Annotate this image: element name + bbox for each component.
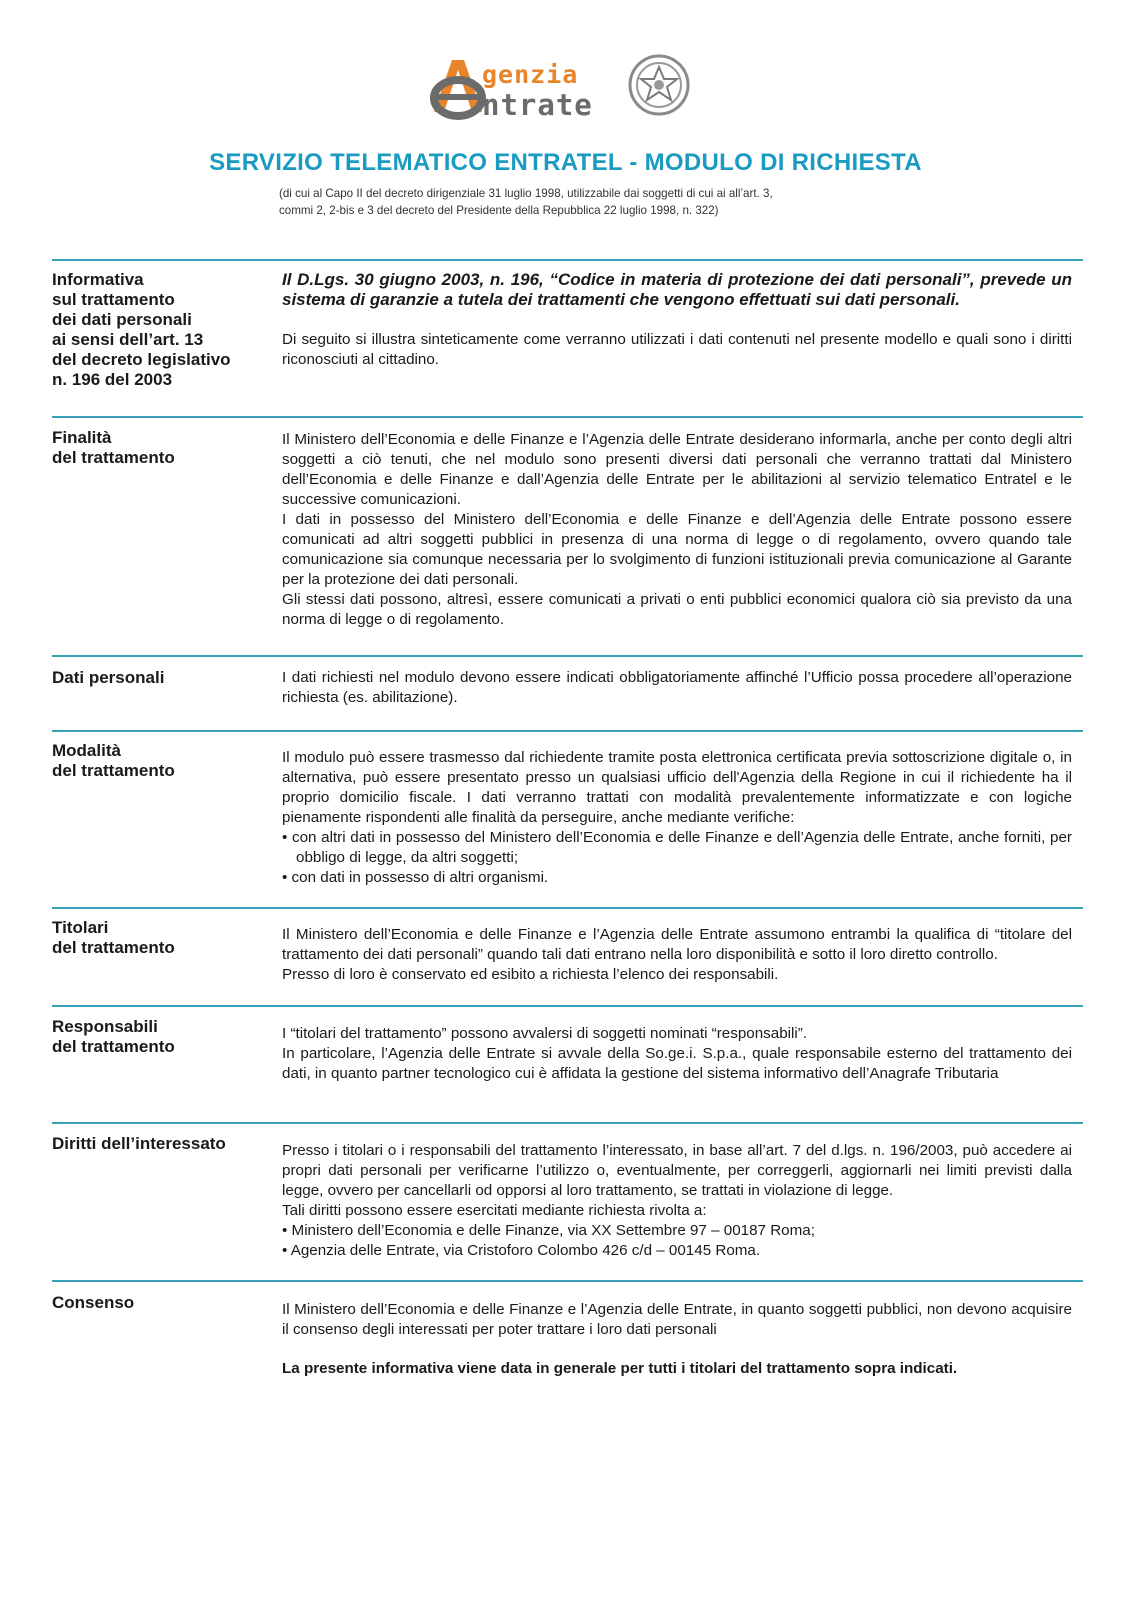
informativa-lead: Il D.Lgs. 30 giugno 2003, n. 196, “Codice in materia di protezione dei dati personali”, prevede un sistema di garanzie a tutela dei trattamenti che vengono effettuati sui dati personali. <box>282 270 1072 309</box>
label-line: Informativa <box>52 270 144 289</box>
section-label-finalita <box>52 428 252 468</box>
label-line: n. 196 del 2003 <box>52 370 173 389</box>
agenzia-entrate-logo <box>430 52 690 130</box>
label-line: Titolari <box>52 918 109 937</box>
consenso-note: La presente informativa viene data in generale per tutti i titolari del trattamento sopra indicati. <box>282 1360 958 1377</box>
label-line: ai sensi dell’art. 13 <box>52 330 204 349</box>
label-line: del trattamento <box>52 938 175 957</box>
titolari-paragraph-1: Il Ministero dell’Economia e delle Finanze e l’Agenzia delle Entrate assumono entrambi la qualifica di “titolare del trattamento dei dati personali” quando tali dati entrano nella loro disponibilità e sotto il loro diretto controllo. <box>282 926 1072 963</box>
responsabili-paragraph-2: In particolare, l’Agenzia delle Entrate si avvale della So.ge.i. S.p.a., quale responsabile esterno del trattamento dei dati, in quanto partner tecnologico cui è affidata la gestione del sistema informativo dell’Anagrafe Tributaria <box>282 1045 1072 1082</box>
finalita-paragraph-3: Gli stessi dati possono, altresì, essere comunicati a privati o enti pubblici economici qualora ciò sia previsto da una norma di legge o di regolamento. <box>282 591 1072 628</box>
label-line: del decreto legislativo <box>52 350 231 369</box>
modalita-paragraph: Il modulo può essere trasmesso dal richiedente tramite posta elettronica certificata previa sottoscrizione digitale o, in alternativa, può essere presentato presso un qualsiasi ufficio dell'Agenzia della Regione in cui il richiedente ha il proprio domicilio fiscale. I dati verranno trattati con modalità prevalentemente informatizzate e con logiche pienamente rispondenti alle finalità da perseguire, anche mediante verifiche: <box>282 749 1072 826</box>
finalita-paragraph-2: I dati in possesso del Ministero dell’Economia e delle Finanze e dell’Agenzia delle Entrate possono essere comunicati ad altri soggetti pubblici in presenza di una norma di legge o di regolamento, ovvero quando tale comunicazione sia comunque necessaria per lo svolgimento di funzioni istituzionali previa comunicazione al Garante per la protezione dei dati personali. <box>282 511 1072 588</box>
section-body-responsabili <box>282 1024 1072 1084</box>
titolari-paragraph-2: Presso di loro è conservato ed esibito a richiesta l’elenco dei responsabili. <box>282 966 779 983</box>
consenso-paragraph: Il Ministero dell’Economia e delle Finanze e l’Agenzia delle Entrate, in quanto soggetti pubblici, non devono acquisire il consenso degli interessati per poter trattare i loro dati personali <box>282 1301 1072 1338</box>
modalita-bullet-1: • con altri dati in possesso del Ministero dell’Economia e delle Finanze e dell’Agenzia delle Entrate, anche forniti, per obbligo di legge, da altri soggetti; <box>282 829 1072 866</box>
diritti-bullet-2: • Agenzia delle Entrate, via Cristoforo Colombo 426 c/d – 00145 Roma. <box>282 1242 761 1259</box>
diritti-paragraph-2: Tali diritti possono essere esercitati mediante richiesta rivolta a: <box>282 1202 707 1219</box>
diritti-bullet-1: • Ministero dell’Economia e delle Finanze, via XX Settembre 97 – 00187 Roma; <box>282 1222 815 1239</box>
finalita-paragraph-1: Il Ministero dell’Economia e delle Finanze e l’Agenzia delle Entrate desiderano informarla, anche per conto degli altri soggetti a ciò tenuti, che nel modulo sono presenti diversi dati personali che verranno trattati dal Ministero dell’Economia e delle Finanze e dall’Agenzia delle Entrate per le abilitazioni al servizio telematico Entratel e le successive comunicazioni. <box>282 431 1072 508</box>
section-body-dati <box>282 668 1072 708</box>
responsabili-paragraph-1: I “titolari del trattamento” possono avvalersi di soggetti nominati “responsabili”. <box>282 1025 808 1042</box>
label-line: Responsabili <box>52 1017 158 1036</box>
page-title: SERVIZIO TELEMATICO ENTRATEL - MODULO DI RICHIESTA <box>209 149 922 176</box>
label-line: del trattamento <box>52 761 175 780</box>
label-line: Dati personali <box>52 668 165 687</box>
label-line: Modalità <box>52 741 121 760</box>
dati-text: I dati richiesti nel modulo devono essere indicati obbligatoriamente affinché l’Ufficio possa procedere all’operazione richiesta (es. abilitazione). <box>282 669 1072 706</box>
section-label-modalita <box>52 741 252 781</box>
label-line: sul trattamento <box>52 290 175 309</box>
section-body-modalita <box>282 748 1072 888</box>
section-body-consenso <box>282 1300 1072 1379</box>
section-label-informativa <box>52 270 252 390</box>
modalita-bullet-2: • con dati in possesso di altri organismi. <box>282 869 549 886</box>
section-body-informativa <box>282 270 1072 370</box>
informativa-text: Di seguito si illustra sinteticamente come verranno utilizzati i dati contenuti nel presente modello e quali sono i diritti riconosciuti al cittadino. <box>282 331 1072 368</box>
section-divider <box>52 1005 1083 1007</box>
section-label-responsabili <box>52 1017 252 1057</box>
logo-line-1: genzia <box>482 60 579 89</box>
section-divider <box>52 1280 1083 1282</box>
section-label-dati <box>52 668 252 688</box>
subtitle-line-1: (di cui al Capo II del decreto dirigenziale 31 luglio 1998, utilizzabile dai soggetti di cui ai all’art. 3, <box>279 187 773 200</box>
section-divider <box>52 259 1083 261</box>
label-line: del trattamento <box>52 448 175 467</box>
diritti-paragraph-1: Presso i titolari o i responsabili del trattamento l’interessato, in base all’art. 7 del d.lgs. n. 196/2003, può accedere ai propri dati personali per verificarne l’utilizzo o, eventualmente, per correggerli, aggiornarli nei limiti previsti dalla legge, ovvero per cancellarli od opporsi al loro trattamento, se trattati in violazione di legge. <box>282 1142 1072 1199</box>
label-line: Diritti dell’interessato <box>52 1134 226 1153</box>
page-subtitle <box>279 185 879 219</box>
section-label-consenso <box>52 1293 252 1313</box>
section-divider <box>52 416 1083 418</box>
label-line: del trattamento <box>52 1037 175 1056</box>
label-line: dei dati personali <box>52 310 192 329</box>
label-line: Consenso <box>52 1293 135 1312</box>
section-divider <box>52 907 1083 909</box>
section-divider <box>52 730 1083 732</box>
subtitle-line-2: commi 2, 2-bis e 3 del decreto del Presidente della Repubblica 22 luglio 1998, n. 322) <box>279 204 719 217</box>
section-divider <box>52 655 1083 657</box>
section-body-diritti <box>282 1141 1072 1261</box>
logo-line-2: ntrate <box>482 88 593 122</box>
section-label-diritti <box>52 1134 252 1154</box>
section-divider <box>52 1122 1083 1124</box>
section-body-finalita <box>282 430 1072 630</box>
label-line: Finalità <box>52 428 112 447</box>
section-body-titolari <box>282 925 1072 985</box>
section-label-titolari <box>52 918 252 958</box>
